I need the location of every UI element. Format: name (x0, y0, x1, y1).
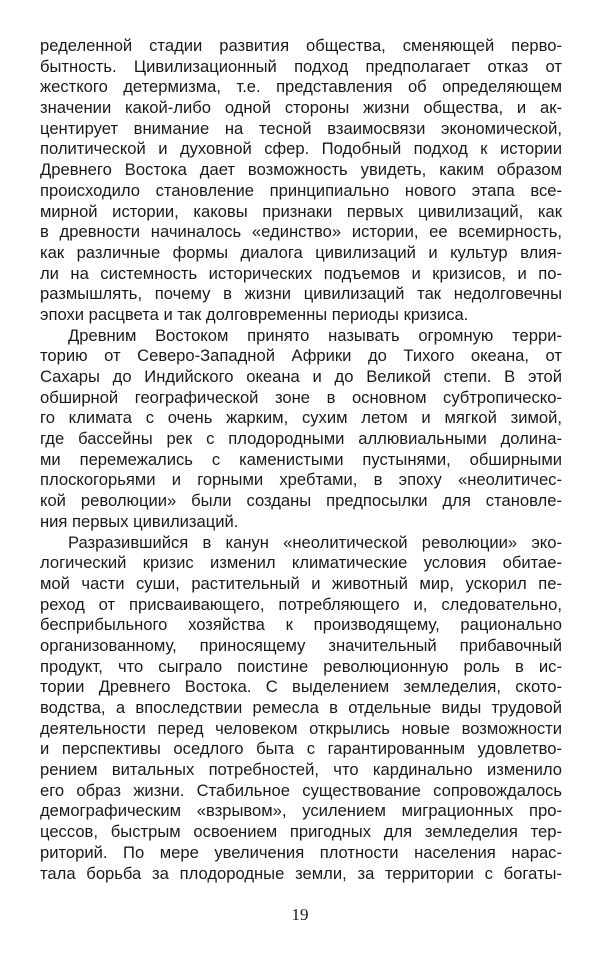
text-line: его образ жизни. Стабильное существование сопровождалось (40, 780, 562, 800)
text-line: значении какой-либо одной стороны жизни общества, и ак- (40, 98, 562, 118)
paragraph (40, 326, 562, 533)
text-line: происходило становление принципиально нового этапа все- (40, 180, 562, 200)
text-line: бесприбыльного хозяйства к производящему, рационально (40, 615, 562, 635)
body-text (40, 36, 562, 884)
text-line: тории Древнего Востока. С выделением земледелия, ското- (40, 677, 562, 697)
text-line: тала борьба за плодородные земли, за территории с богаты- (40, 863, 562, 883)
text-line: го климата с очень жарким, сухим летом и мягкой зимой, (40, 408, 562, 428)
text-line: Сахары до Индийского океана и до Великой степи. В этой (40, 367, 562, 386)
text-line: мирной истории, каковы признаки первых цивилизаций, как (40, 201, 562, 221)
text-line: организованному, приносящему значительный прибавочный (40, 635, 562, 655)
text-line: и перспективы оседлого быта с гарантированным удовлетво- (40, 739, 562, 759)
paragraph (40, 36, 562, 326)
text-line: в древности начиналось «единство» истории, ее всемирность, (40, 222, 562, 242)
text-line: где бассейны рек с плодородными аллювиальными долина- (40, 429, 562, 449)
text-line: Разразившийся в канун «неолитической революции» эко- (68, 532, 562, 552)
text-line: политической и духовной сфер. Подобный подход к истории (40, 139, 562, 159)
text-line: обширной географической зоне в основном субтропическо- (40, 387, 562, 407)
page-number: 19 (291, 905, 309, 924)
text-line: реход от присваивающего, потребляющего и, следовательно, (40, 594, 562, 614)
text-line: риторий. По мере увеличения плотности населения нарас- (40, 842, 562, 862)
text-line: ределенной стадии развития общества, сменяющей перво- (40, 36, 562, 55)
text-line: центирует внимание на тесной взаимосвязи экономической, (40, 118, 562, 138)
text-line: ния первых цивилизаций. (40, 511, 239, 531)
text-line: размышлять, почему в жизни цивилизаций так недолговечны (40, 284, 562, 304)
text-line: ми перемежались с каменистыми пустынями, обширными (40, 449, 562, 469)
text-line: продукт, что сыграло поистине революционную роль в ис- (40, 656, 562, 676)
text-line: рением витальных потребностей, что кардинально изменило (40, 760, 562, 780)
text-line: Древнего Востока дает возможность увидеть, каким образом (40, 160, 562, 180)
text-line: деятельности перед человеком открылись новые возможности (40, 718, 562, 738)
text-line: кой революции» были созданы предпосылки для становле- (40, 491, 562, 511)
text-line: логический кризис изменил климатические условия обитае- (40, 553, 562, 573)
text-line: Древним Востоком принято называть огромную терри- (68, 325, 562, 345)
text-line: демографическим «взрывом», усилением миграционных про- (40, 801, 562, 821)
paragraph (40, 533, 562, 885)
text-line: ли на системность исторических подъемов и кризисов, и по- (40, 263, 562, 283)
text-line: водства, а впоследствии ремесла в отдельные виды трудовой (40, 698, 562, 717)
text-line: бытность. Цивилизационный подход предполагает отказ от (40, 56, 562, 76)
text-line: жесткого детермизма, т.е. представления об определяющем (40, 77, 562, 97)
text-line: цессов, быстрым освоением пригодных для земледелия тер- (40, 822, 562, 842)
text-line: эпохи расцвета и так долговременны периоды кризиса. (40, 304, 469, 324)
text-line: как различные формы диалога цивилизаций и культур влия- (40, 242, 562, 262)
text-line: мой части суши, растительный и животный мир, ускорил пе- (40, 573, 562, 593)
text-line: плоскогорьями и горными хребтами, в эпоху «неолитичес- (40, 470, 562, 490)
text-line: торию от Северо-Западной Африки до Тихого океана, от (40, 346, 562, 366)
